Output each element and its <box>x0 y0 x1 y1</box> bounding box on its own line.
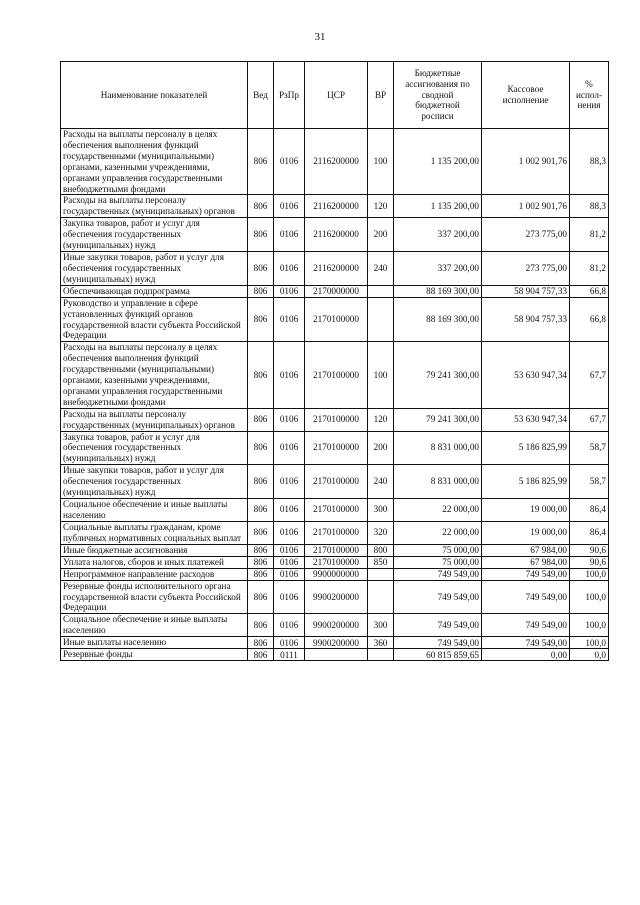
row-budget: 337 200,00 <box>394 218 482 252</box>
row-ved: 806 <box>248 431 274 465</box>
row-cash: 19 000,00 <box>482 499 570 522</box>
row-name: Иные закупки товаров, работ и услуг для обеспечения государственных (муниципальных) нужд <box>61 465 248 499</box>
row-name: Расходы на выплаты персоналу в целях обеспечения выполнения функций государственными (муниципальными) органами, казенными учреждениями, органами управления государственными внебюджетными фондами <box>61 129 248 195</box>
row-pct: 86,4 <box>570 499 609 522</box>
row-csr: 2170100000 <box>305 521 368 544</box>
row-rzpr: 0106 <box>274 408 305 431</box>
row-vr: 240 <box>368 465 394 499</box>
row-cash: 273 775,00 <box>482 218 570 252</box>
row-ved: 806 <box>248 285 274 297</box>
row-name: Непрограммное направление расходов <box>61 568 248 580</box>
row-cash: 749 549,00 <box>482 568 570 580</box>
row-vr: 200 <box>368 431 394 465</box>
row-csr: 2116200000 <box>305 218 368 252</box>
table-row <box>61 285 609 297</box>
row-cash: 1 002 901,76 <box>482 129 570 195</box>
row-ved: 806 <box>248 195 274 218</box>
table-row <box>61 218 609 252</box>
row-rzpr: 0106 <box>274 614 305 637</box>
row-ved: 806 <box>248 521 274 544</box>
row-pct: 90,6 <box>570 556 609 568</box>
row-pct: 66,8 <box>570 285 609 297</box>
row-pct: 81,2 <box>570 218 609 252</box>
row-rzpr: 0106 <box>274 637 305 649</box>
header-rzpr: РзПр <box>274 62 305 129</box>
row-budget: 75 000,00 <box>394 544 482 556</box>
row-ved: 806 <box>248 408 274 431</box>
row-name: Закупка товаров, работ и услуг для обеспечения государственных (муниципальных) нужд <box>61 218 248 252</box>
row-cash: 19 000,00 <box>482 521 570 544</box>
table-row <box>61 465 609 499</box>
row-budget: 8 831 000,00 <box>394 431 482 465</box>
table-row <box>61 297 609 342</box>
row-rzpr: 0106 <box>274 129 305 195</box>
row-name: Расходы на выплаты персоналу государственных (муниципальных) органов <box>61 408 248 431</box>
row-budget: 1 135 200,00 <box>394 129 482 195</box>
row-csr: 2170100000 <box>305 342 368 408</box>
row-pct: 67,7 <box>570 342 609 408</box>
row-budget: 749 549,00 <box>394 614 482 637</box>
table-row <box>61 251 609 285</box>
row-budget: 88 169 300,00 <box>394 285 482 297</box>
row-ved: 806 <box>248 568 274 580</box>
row-name: Закупка товаров, работ и услуг для обеспечения государственных (муниципальных) нужд <box>61 431 248 465</box>
row-rzpr: 0106 <box>274 251 305 285</box>
row-csr: 2170100000 <box>305 431 368 465</box>
row-name: Социальные выплаты гражданам, кроме публичных нормативных социальных выплат <box>61 521 248 544</box>
row-csr: 2170100000 <box>305 465 368 499</box>
row-cash: 5 186 825,99 <box>482 431 570 465</box>
row-pct: 86,4 <box>570 521 609 544</box>
row-csr: 2170100000 <box>305 556 368 568</box>
row-csr: 2170100000 <box>305 499 368 522</box>
row-name: Иные выплаты населению <box>61 637 248 649</box>
row-csr: 9900200000 <box>305 580 368 614</box>
row-rzpr: 0106 <box>274 218 305 252</box>
table-row <box>61 408 609 431</box>
row-pct: 58,7 <box>570 465 609 499</box>
table-row <box>61 568 609 580</box>
row-vr: 300 <box>368 614 394 637</box>
table-row <box>61 556 609 568</box>
row-budget: 337 200,00 <box>394 251 482 285</box>
row-vr <box>368 568 394 580</box>
header-budget: Бюджетные ассигнования по сводной бюджетной росписи <box>394 62 482 129</box>
row-rzpr: 0111 <box>274 649 305 661</box>
page-number: 31 <box>314 31 326 43</box>
row-csr: 2170000000 <box>305 285 368 297</box>
row-pct: 66,8 <box>570 297 609 342</box>
row-name: Социальное обеспечение и иные выплаты населению <box>61 614 248 637</box>
row-rzpr: 0106 <box>274 580 305 614</box>
row-pct: 88,3 <box>570 129 609 195</box>
row-name: Расходы на выплаты персоналу государственных (муниципальных) органов <box>61 195 248 218</box>
row-name: Иные закупки товаров, работ и услуг для обеспечения государственных (муниципальных) нужд <box>61 251 248 285</box>
header-ved: Вед <box>248 62 274 129</box>
row-budget: 1 135 200,00 <box>394 195 482 218</box>
row-vr: 100 <box>368 129 394 195</box>
row-vr: 100 <box>368 342 394 408</box>
header-row <box>61 62 609 129</box>
row-rzpr: 0106 <box>274 521 305 544</box>
row-vr: 320 <box>368 521 394 544</box>
row-vr <box>368 285 394 297</box>
row-name: Резервные фонды исполнительного органа государственной власти субъекта Российской Федерации <box>61 580 248 614</box>
row-pct: 67,7 <box>570 408 609 431</box>
row-budget: 8 831 000,00 <box>394 465 482 499</box>
row-csr: 2170100000 <box>305 408 368 431</box>
table-row <box>61 649 609 661</box>
row-vr: 240 <box>368 251 394 285</box>
row-budget: 88 169 300,00 <box>394 297 482 342</box>
row-vr <box>368 580 394 614</box>
row-cash: 53 630 947,34 <box>482 408 570 431</box>
row-name: Социальное обеспечение и иные выплаты населению <box>61 499 248 522</box>
row-rzpr: 0106 <box>274 499 305 522</box>
row-rzpr: 0106 <box>274 342 305 408</box>
row-name: Расходы на выплаты персоналу в целях обеспечения выполнения функций государственными (муниципальными) органами, казенными учреждениями, органами управления государственными внебюджетными фондами <box>61 342 248 408</box>
row-ved: 806 <box>248 218 274 252</box>
table-row <box>61 614 609 637</box>
row-rzpr: 0106 <box>274 556 305 568</box>
row-pct: 58,7 <box>570 431 609 465</box>
row-csr: 2116200000 <box>305 251 368 285</box>
row-cash: 5 186 825,99 <box>482 465 570 499</box>
row-ved: 806 <box>248 580 274 614</box>
table-row <box>61 521 609 544</box>
row-ved: 806 <box>248 465 274 499</box>
row-csr: 9900000000 <box>305 568 368 580</box>
row-ved: 806 <box>248 342 274 408</box>
row-cash: 58 904 757,33 <box>482 285 570 297</box>
row-budget: 22 000,00 <box>394 521 482 544</box>
budget-execution-table <box>60 61 609 661</box>
row-csr: 9900200000 <box>305 637 368 649</box>
row-pct: 88,3 <box>570 195 609 218</box>
row-name: Уплата налогов, сборов и иных платежей <box>61 556 248 568</box>
row-ved: 806 <box>248 544 274 556</box>
table-row <box>61 342 609 408</box>
row-csr <box>305 649 368 661</box>
row-cash: 749 549,00 <box>482 614 570 637</box>
table-row <box>61 129 609 195</box>
table-row <box>61 580 609 614</box>
row-rzpr: 0106 <box>274 195 305 218</box>
row-csr: 2170100000 <box>305 297 368 342</box>
table-row <box>61 499 609 522</box>
row-ved: 806 <box>248 614 274 637</box>
row-vr: 120 <box>368 195 394 218</box>
row-vr: 800 <box>368 544 394 556</box>
row-rzpr: 0106 <box>274 568 305 580</box>
row-cash: 58 904 757,33 <box>482 297 570 342</box>
row-cash: 1 002 901,76 <box>482 195 570 218</box>
row-csr: 2170100000 <box>305 544 368 556</box>
row-ved: 806 <box>248 499 274 522</box>
row-ved: 806 <box>248 129 274 195</box>
row-budget: 60 815 859,65 <box>394 649 482 661</box>
header-name: Наименование показателей <box>61 62 248 129</box>
row-vr: 200 <box>368 218 394 252</box>
row-rzpr: 0106 <box>274 465 305 499</box>
row-vr: 850 <box>368 556 394 568</box>
row-cash: 749 549,00 <box>482 637 570 649</box>
row-budget: 749 549,00 <box>394 580 482 614</box>
row-budget: 79 241 300,00 <box>394 408 482 431</box>
row-cash: 67 984,00 <box>482 556 570 568</box>
row-budget: 749 549,00 <box>394 568 482 580</box>
header-pct: % испол-нения <box>570 62 609 129</box>
row-vr <box>368 297 394 342</box>
header-vr: ВР <box>368 62 394 129</box>
row-pct: 100,0 <box>570 637 609 649</box>
header-csr: ЦСР <box>305 62 368 129</box>
row-name: Руководство и управление в сфере установленных функций органов государственной власти субъекта Российской Федерации <box>61 297 248 342</box>
row-csr: 9900200000 <box>305 614 368 637</box>
row-ved: 806 <box>248 637 274 649</box>
row-budget: 75 000,00 <box>394 556 482 568</box>
row-cash: 53 630 947,34 <box>482 342 570 408</box>
row-pct: 81,2 <box>570 251 609 285</box>
row-csr: 2116200000 <box>305 129 368 195</box>
row-rzpr: 0106 <box>274 297 305 342</box>
row-cash: 749 549,00 <box>482 580 570 614</box>
table-row <box>61 544 609 556</box>
row-ved: 806 <box>248 251 274 285</box>
row-budget: 22 000,00 <box>394 499 482 522</box>
row-name: Обеспечивающая подпрограмма <box>61 285 248 297</box>
row-vr <box>368 649 394 661</box>
table-row <box>61 637 609 649</box>
row-vr: 360 <box>368 637 394 649</box>
row-cash: 67 984,00 <box>482 544 570 556</box>
row-vr: 120 <box>368 408 394 431</box>
row-pct: 100,0 <box>570 580 609 614</box>
row-name: Иные бюджетные ассигнования <box>61 544 248 556</box>
table-row <box>61 431 609 465</box>
row-ved: 806 <box>248 649 274 661</box>
row-budget: 749 549,00 <box>394 637 482 649</box>
row-rzpr: 0106 <box>274 431 305 465</box>
row-ved: 806 <box>248 297 274 342</box>
row-pct: 100,0 <box>570 568 609 580</box>
row-cash: 273 775,00 <box>482 251 570 285</box>
table-row <box>61 195 609 218</box>
row-vr: 300 <box>368 499 394 522</box>
row-rzpr: 0106 <box>274 285 305 297</box>
row-ved: 806 <box>248 556 274 568</box>
row-pct: 0,0 <box>570 649 609 661</box>
row-budget: 79 241 300,00 <box>394 342 482 408</box>
header-cash: Кассовое исполнение <box>482 62 570 129</box>
row-rzpr: 0106 <box>274 544 305 556</box>
row-csr: 2116200000 <box>305 195 368 218</box>
row-pct: 90,6 <box>570 544 609 556</box>
row-cash: 0,00 <box>482 649 570 661</box>
row-pct: 100,0 <box>570 614 609 637</box>
row-name: Резервные фонды <box>61 649 248 661</box>
